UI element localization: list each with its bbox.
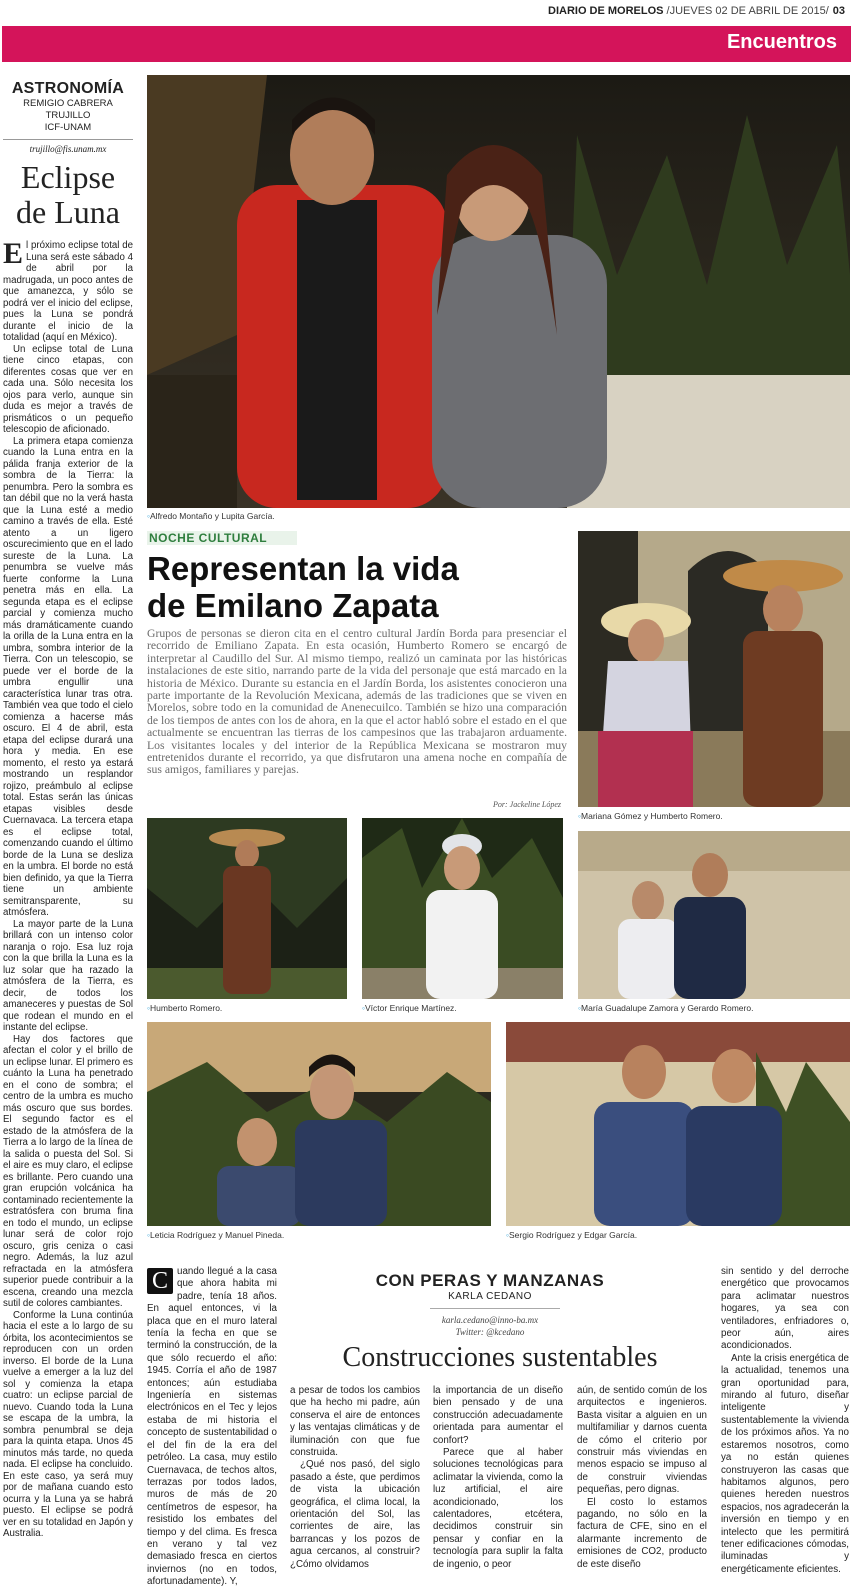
- column-text-3: [433, 1385, 563, 1571]
- paragraph: [147, 1266, 277, 1589]
- paragraph: la importancia de un diseño bien pensado y de una construcción adecuadamente orientada para aumentar el confort?: [433, 1385, 563, 1446]
- caption-marker-icon: ◦: [147, 1230, 151, 1240]
- paragraph: La mayor parte de la Luna brillará con un intenso color naranja o rojo. Esa luz roja con la que brilla la Luna es la luz solar que ha razado la atmósfera de la Tierra, es decir, de todos los amaneceres y puestas de Sol que rodean el mundo en el instante del eclipse.: [3, 918, 133, 1033]
- column-title: CON PERAS Y MANZANAS: [375, 1271, 605, 1290]
- section-name: Encuentros: [726, 31, 837, 53]
- paragraph: sin sentido y del derroche energético que provocamos para aclimatar nuestros hogares, ya sea con ventiladores, enfriadores o, peor aún, aires acondicionados.: [721, 1266, 849, 1352]
- article-body: [3, 237, 133, 1540]
- page-header: [0, 0, 853, 22]
- astronomy-column: [3, 80, 133, 1540]
- divider: [3, 139, 133, 140]
- photo-caption: [578, 811, 723, 821]
- caption-marker-icon: ◦: [506, 1230, 510, 1240]
- caption-text: Víctor Enrique Martínez.: [365, 1003, 457, 1013]
- title-line-2: de Luna: [16, 194, 120, 230]
- column-affiliation: ICF-UNAM: [44, 122, 92, 133]
- photo-humberto: [147, 818, 347, 999]
- headline-line-2: de Emilano Zapata: [147, 587, 439, 624]
- paragraph: Conforme la Luna continúa hacia el este a lo largo de su órbita, los acontecimientos se reproducen con un orden inverso. El borde de la Luna vuelve a emerger a la luz del sol y comienza la etapa cuatro: un eclipse parcial de nuevo. Cuando toda la Luna se escapa de la umbra, la sombra penumbral se deja para la quinta etapa. Unos 45 minutos más tarde, no queda nada. El eclipse ha concluido. En este caso, ya será muy por de mañana cuando esto ocurra y la Luna ya se habrá puesto. El eclipse se podrá ver en su totalidad en Japón y Australia.: [3, 1309, 133, 1539]
- photo-mariana-humberto: [578, 531, 850, 807]
- paragraph: Un eclipse total de Luna tiene cinco etapas, con diferentes cosas que ver en cada una. Sólo necesita los ojos para verlo, aunque sin duda es mejor a través de prismáticos o un pequeño telescopio de aficionado.: [3, 343, 133, 435]
- caption-marker-icon: ◦: [147, 1003, 151, 1013]
- paragraph-text: l próximo eclipse total de Luna será este sábado 4 de abril por la madrugada, un poco antes de que amanezca, y sólo se podrá ver el inicio del eclipse, pues la Luna se pondrá durante el inicio de la totalidad (aquí en México).: [3, 240, 133, 343]
- photo-caption: [147, 1230, 284, 1240]
- caption-marker-icon: ◦: [578, 1003, 582, 1013]
- caption-text: Humberto Romero.: [150, 1003, 223, 1013]
- photo-caption: [147, 1003, 222, 1013]
- author-email: trujillo@fis.unam.mx: [29, 144, 107, 154]
- title-line-1: Eclipse: [20, 159, 116, 195]
- photo-caption: [578, 1003, 753, 1013]
- column-author: REMIGIO CABRERA TRUJILLO: [23, 98, 113, 121]
- photo-caption: [506, 1230, 637, 1240]
- photo-victor: [362, 818, 563, 999]
- column-text-1: [147, 1266, 277, 1589]
- paragraph: La primera etapa comienza cuando la Luna entra en la pálida franja exterior de la sombra de la Tierra: la penumbra. Pero la sombra es tan débil que no la verá hasta que la Luna esté a medio camino a través de ella. Esté atento a un ligero oscurecimiento que en el lado sureste de la Luna. La penumbra se vuelve más fuerte conforme la Luna penetra más en ella. La segunda etapa es el eclipse parcial y comienza mucho más dramáticamente cuando la orilla de la Luna entra en la umbra, sombra interior de la Tierra. Con un telescopio, se puede ver el borde de la umbra engullir una característica lunar tras otra. También vea que todo el cielo comienza a hacerse más oscuro. El 4 de abril, esta etapa del eclipse durará una hora y media. En ese momento, el resto ya estará mostrando un resplandor rojizo, preámbulo al eclipse total. Estas serán las únicas etapas visibles desde Cuernavaca. La tercera etapa es el eclipse total, comenzando cuando el último borde de la Luna se desliza en la umbra. El borde no está bien definido, ya que la Tierra tiene un ambiente semitransparente, su atmósfera.: [3, 435, 133, 918]
- headline-line-1: Representan la vida: [147, 550, 459, 587]
- photo-maria-gerardo: [578, 831, 850, 999]
- photo-caption: [362, 1003, 457, 1013]
- divider: [430, 1308, 560, 1309]
- article-title: [3, 160, 133, 230]
- drop-cap: C: [147, 1268, 173, 1294]
- caption-text: Sergio Rodríguez y Edgar García.: [509, 1230, 638, 1240]
- caption-text: Mariana Gómez y Humberto Romero.: [581, 811, 723, 821]
- column-author: KARLA CEDANO: [448, 1291, 532, 1302]
- photo-couple-main: [147, 75, 850, 508]
- caption-text: Leticia Rodríguez y Manuel Pineda.: [150, 1230, 285, 1240]
- story-headline: [147, 550, 572, 624]
- photo-sergio-edgar: [506, 1022, 850, 1226]
- page-number: 03: [832, 5, 845, 17]
- column-email: karla.cedano@inno-ba.mx: [441, 1315, 539, 1325]
- column-section: ASTRONOMÍA: [11, 80, 125, 97]
- drop-cap: E: [3, 237, 24, 270]
- caption-marker-icon: ◦: [147, 511, 151, 521]
- caption-text: Alfredo Montaño y Lupita García.: [150, 511, 275, 521]
- paragraph: [3, 237, 133, 344]
- story-byline: Por: Jackeline López: [493, 800, 561, 809]
- section-banner: [2, 26, 851, 62]
- column-text-5: [721, 1266, 849, 1576]
- paragraph: Hay dos factores que afectan el color y el brillo de un eclipse lunar. El primero es cuánto la Luna ha penetrado en el cono de sombra; el centro de la umbra es mucho más oscuro que sus bordes. El segundo factor es el estado de la atmósfera de la Tierra a lo largo de la línea de la salida o puesta del Sol. Si el aire es muy claro, el eclipse es brillante. Pero cuando una gran erupción volcánica ha contaminado recientemente la estratósfera con bruma fina en todo el mundo, un eclipse lunar será de color rojo oscuro, gris ceniza o casi negro. Además, la luz azul refractada en la atmósfera superior puede contribuir a la escena, creando una mezcla sutil de colores cambiantes.: [3, 1033, 133, 1309]
- paragraph: Ante la crisis energética de la actualidad, tenemos una gran oportunidad para, mirando al futuro, diseñar inteligente y sustentablemente la vivienda de los próximos años. Ya no estaremos nosotros, como ya no están quienes construyeron las casas que habitamos algunos, pero quienes hereden nuestros espacios, nos agradecerán la inversión en tiempo y en intelecto que les permitirá tener edificaciones cómodas, iluminadas y energéticamente eficientes.: [721, 1352, 849, 1575]
- caption-marker-icon: ◦: [362, 1003, 366, 1013]
- paragraph: aún, de sentido común de los arquitectos e ingenieros. Basta visitar a alguien en un multifamiliar y darnos cuenta de cómo el criterio por construir más viviendas en menos espacio se impuso al de construir viviendas pequeñas, pero dignas.: [577, 1385, 707, 1496]
- paragraph: Parece que al haber soluciones tecnológicas para aclimatar la vivienda, como la luz artificial, el aire acondicionado, los calentadores, etcétera, decidimos construir sin pensar y confiar en la tecnología para suplir la falta de ingenio, o peor: [433, 1447, 563, 1570]
- issue-date: /JUEVES 02 DE ABRIL DE 2015/: [666, 5, 829, 17]
- column-text-4: [577, 1385, 707, 1571]
- photo-caption: [147, 511, 275, 521]
- paragraph: ¿Qué nos pasó, del siglo pasado a éste, que perdimos de vista la ubicación geográfica, el clima local, la orientación del Sol, las corrientes de aire, las barrancas y los pozos de agua cercanos, al construir? ¿Cómo olvidamos: [290, 1459, 420, 1570]
- paragraph: a pesar de todos los cambios que ha hecho mi padre, aún conserva el aire de entonces y las ventajas climáticas y de iluminación con que fue construida.: [290, 1385, 420, 1459]
- column-headline: Construcciones sustentables: [342, 1342, 658, 1373]
- publication-name: DIARIO DE MORELOS: [548, 5, 664, 17]
- paragraph-text: uando llegué a la casa que ahora habita mi padre, tenía 18 años. En aquel entonces, vi la placa que en el muro lateral tenía la fecha en que se terminó la construcción, de la que sólo recuerdo el año: 1945. Corría el año de 1987 entonces; aún estudiaba Ingeniería en sistemas electrónicos en el Tec y lejos estaba de mi historia el concepto de sustentabilidad o el del fin de la era del petróleo. La casa, muy estilo Cuernavaca, de techos altos, terrazas por todos lados, muros de más de 20 centímetros de espesor, ha resistido los embates del tiempo y del clima. Es fresca en verano y tal vez demasiado fresca en ciertos inviernos (no en todos, afortunadamente). Y,: [147, 1266, 277, 1588]
- story-lead: Grupos de personas se dieron cita en el centro cultural Jardín Borda para presenciar el recorrido de Emiliano Zapata. En esta ocasión, Humberto Romero se encargó de interpretar al Caudillo del Sur. Al mismo tiempo, realizó un caminata por las históricas instalaciones de este sitio, narrando parte de la vida del personaje que está marcado en la historia de México. Durante su estancia en el Jardín Borda, los asistentes conocieron una parte importante de la Revolución Mexicana, además de las tradiciones que se viven en Morelos, sobre todo en la comunidad de Anenecuilco. También se hizo una comparación de los tiempos de antes con los de ahora, en la que el actor habló sobre el estado en el que actualmente se encuentran las tierras de los campesinos que las trabajaron arduamente. Los visitantes locales y del interior de la República Mexicana se mostraron muy entretenidos durante el recorrido, ya que disfrutaron una amena noche en compañía de sus amigos, familiares y parejas.: [147, 627, 567, 777]
- column-twitter: Twitter: @kcedano: [455, 1327, 525, 1337]
- paragraph: El costo lo estamos pagando, no sólo en la factura de CFE, sino en el alarmante incremento de emisiones de CO2, producto de este diseño: [577, 1496, 707, 1570]
- photo-leticia-manuel: [147, 1022, 491, 1226]
- caption-marker-icon: ◦: [578, 811, 582, 821]
- column-text-2: [290, 1385, 420, 1571]
- caption-text: María Guadalupe Zamora y Gerardo Romero.: [581, 1003, 754, 1013]
- story-kicker: NOCHE CULTURAL: [147, 531, 297, 545]
